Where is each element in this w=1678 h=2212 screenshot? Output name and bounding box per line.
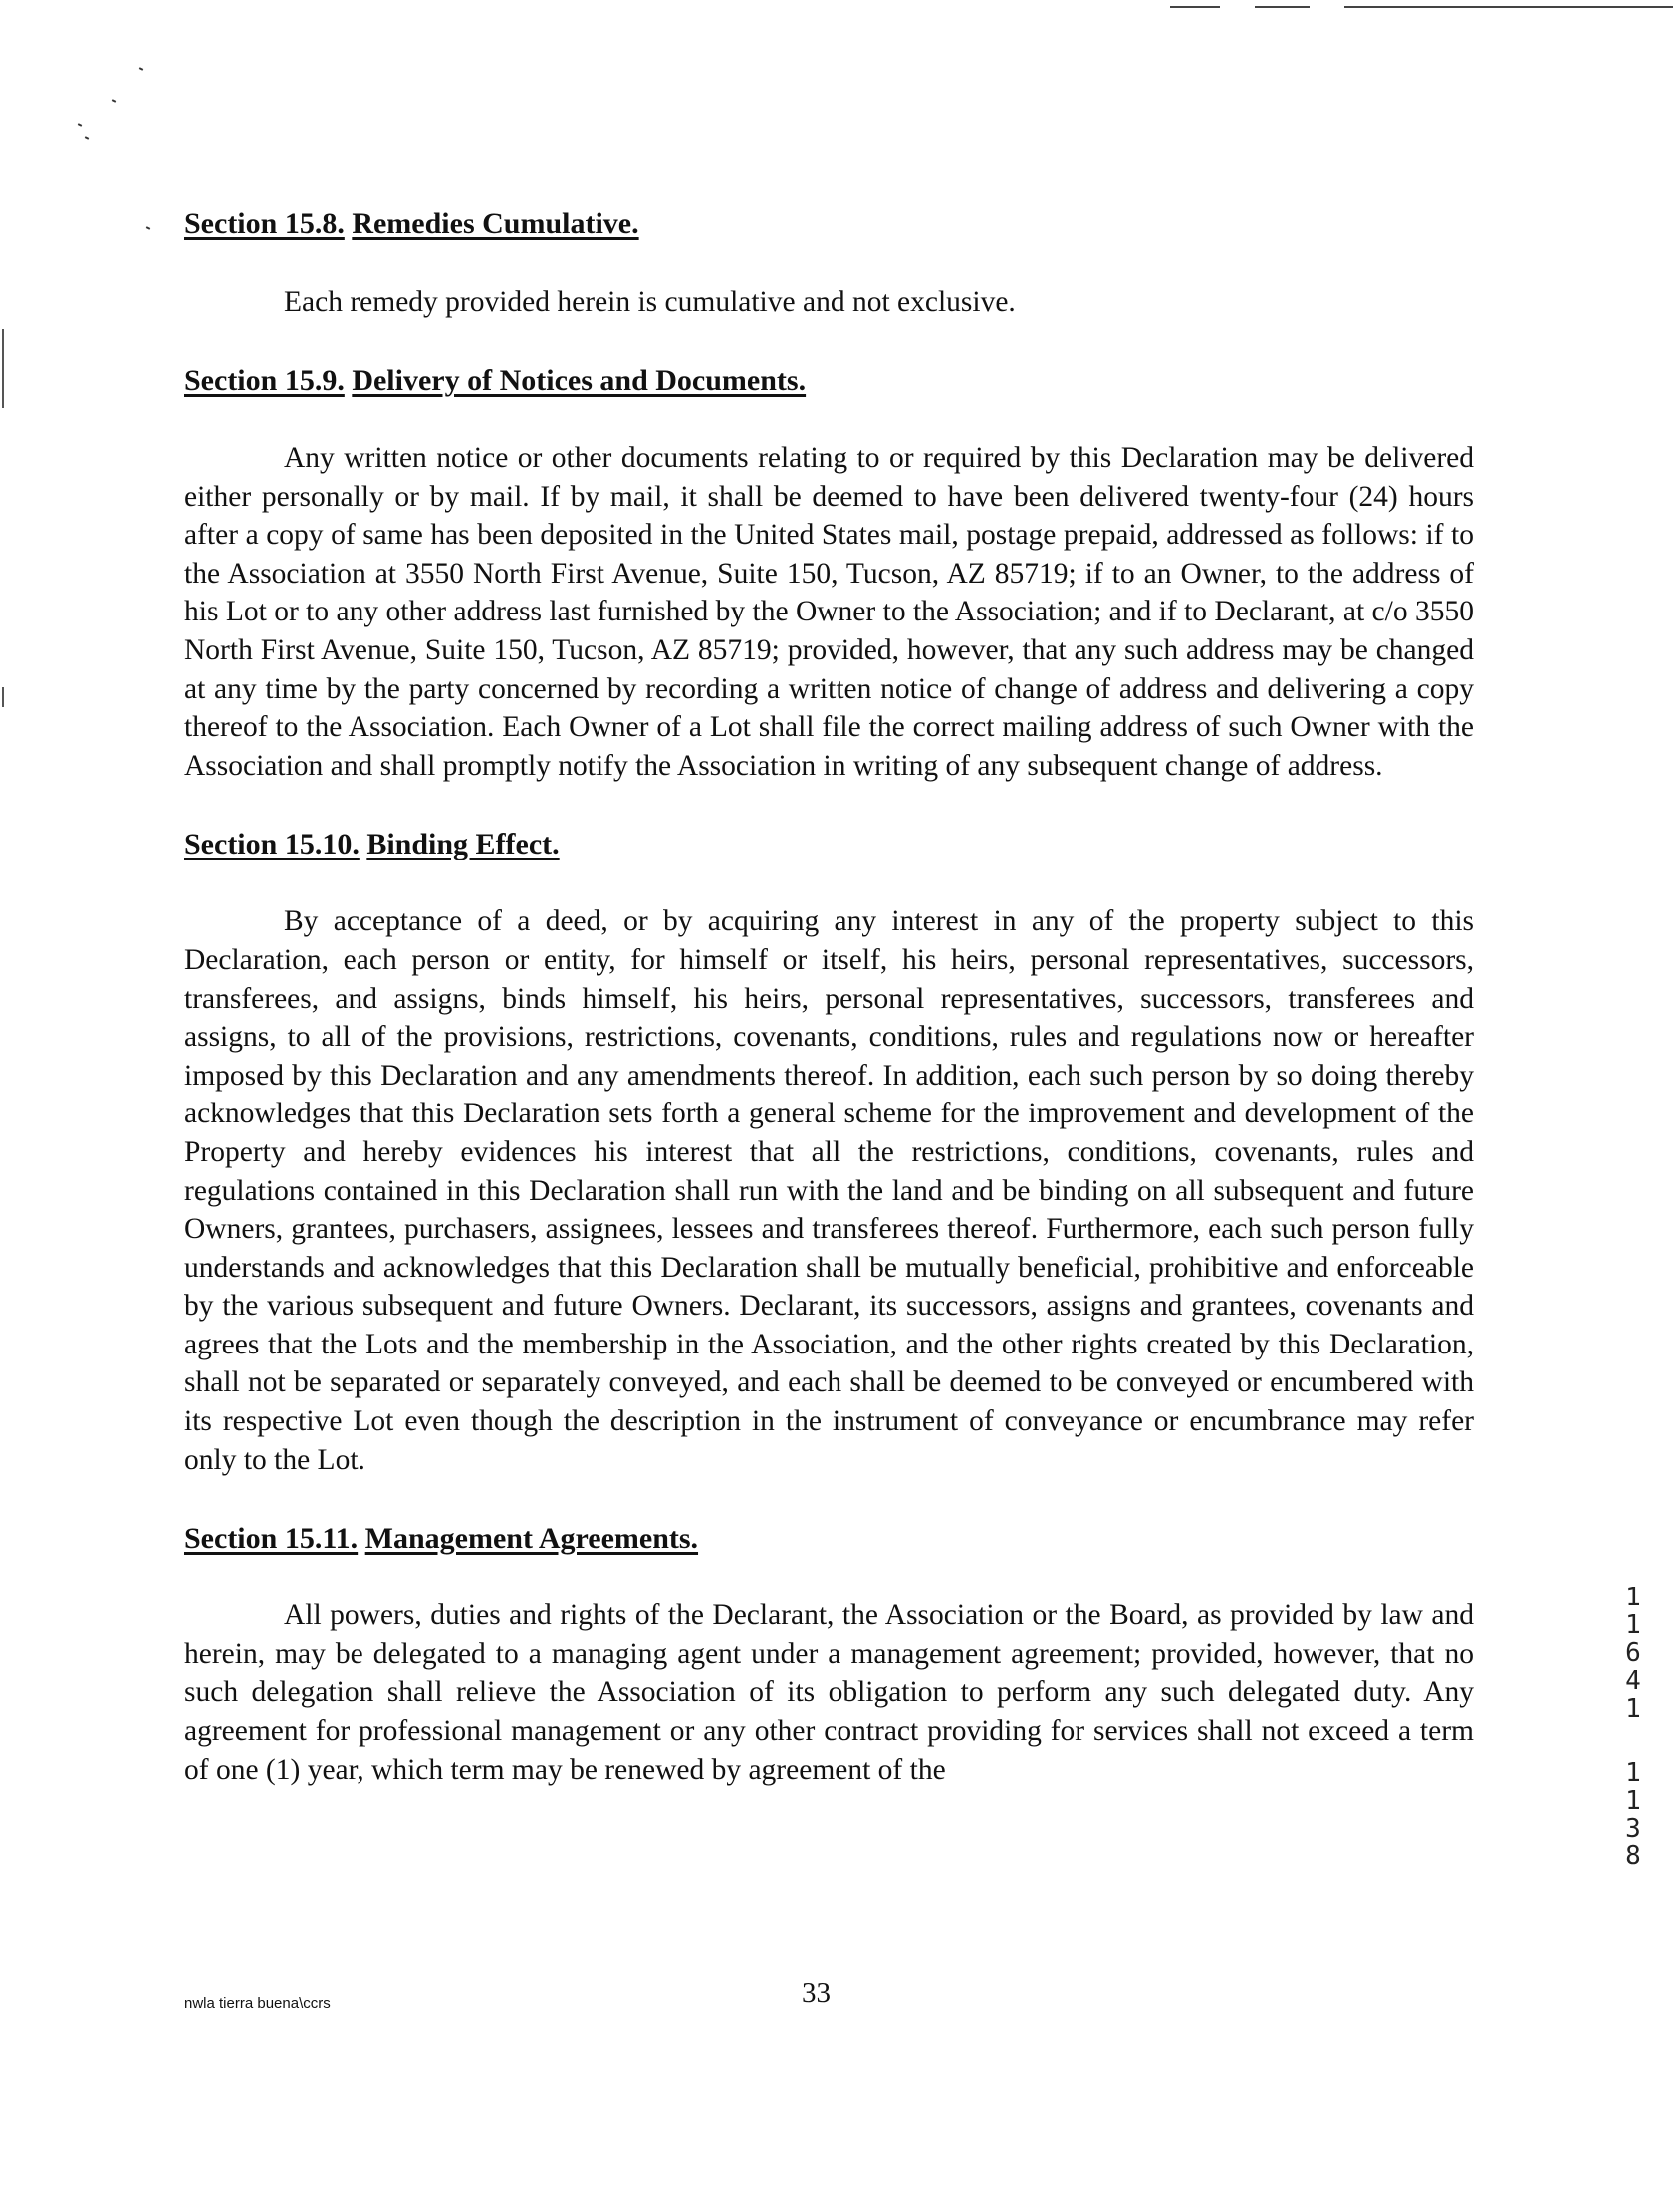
scan-edge-mark — [2, 329, 4, 408]
scan-speck — [146, 226, 150, 230]
stamp-docket-digit: 1 — [1625, 1610, 1641, 1640]
stamp-docket-digit: 4 — [1625, 1666, 1641, 1696]
scan-artifact-line — [1255, 6, 1310, 8]
section-heading — [184, 825, 1474, 864]
section-heading — [184, 1519, 1474, 1559]
stamp-page-digit: 8 — [1625, 1842, 1641, 1871]
stamp-page-digit: 1 — [1625, 1758, 1641, 1788]
section-number: Section 15.11. — [184, 1522, 359, 1556]
document-content — [184, 204, 1474, 1789]
scan-artifact-line — [1170, 6, 1220, 8]
stamp-docket-digit: 1 — [1625, 1583, 1641, 1612]
section-body: Each remedy provided herein is cumulative and not exclusive. — [284, 286, 1016, 318]
page-number: 33 — [802, 1977, 831, 2009]
scan-edge-mark — [2, 687, 4, 707]
scan-speck — [85, 136, 89, 140]
footer-file-path: nwla tierra buena\ccrs — [184, 1995, 331, 2012]
section-number: Section 15.9. — [184, 365, 345, 397]
section-number: Section 15.10. — [184, 828, 360, 861]
section-heading — [184, 362, 1474, 401]
section-heading — [184, 204, 1474, 244]
section-title: Management Agreements. — [364, 1522, 699, 1556]
section-title: Remedies Cumulative. — [352, 207, 639, 240]
stamp-page-digit: 3 — [1625, 1814, 1641, 1843]
scan-artifact-line — [1344, 6, 1673, 8]
recording-stamp — [1613, 1584, 1653, 1870]
stamp-page-digit: 1 — [1625, 1786, 1641, 1816]
section-number: Section 15.8. — [184, 207, 345, 240]
scan-speck — [78, 123, 82, 127]
stamp-docket-digit: 1 — [1625, 1694, 1641, 1724]
section-body: All powers, duties and rights of the Declarant, the Association or the Board, as provided by law and herein, may be delegated to a managing agent under a management agreement; provided, however, that no such delegation shall relieve the Association of its obligation to perform any such delegated duty. Any agreement for professional management or any other contract providing for services shall not exceed a term of one (1) year, which term may be renewed by agreement of the — [184, 1599, 1474, 1786]
scan-speck — [139, 67, 143, 71]
section-body: Any written notice or other documents relating to or required by this Declaration may be delivered either personally or by mail. If by mail, it shall be deemed to have been delivered twenty-four (24) hours after a copy of same has been deposited in the United States mail, postage prepaid, addressed as follows: if to the Association at 3550 North First Avenue, Suite 150, Tucson, AZ 85719; if to an Owner, to the address of his Lot or to any other address last furnished by the Owner to the Association; and if to Declarant, at c/o 3550 North First Avenue, Suite 150, Tucson, AZ 85719; provided, however, that any such address may be changed at any time by the party concerned by recording a written notice of change of address and delivering a copy thereof to the Association. Each Owner of a Lot shall file the correct mailing address of such Owner with the Association and shall promptly notify the Association in writing of any subsequent change of address. — [184, 442, 1474, 782]
section-body: By acceptance of a deed, or by acquiring any interest in any of the property subject to this Declaration, each person or entity, for himself or itself, his heirs, personal representatives, successors, transferees, and assigns, binds himself, his heirs, personal representatives, successors, transferees and assigns, to all of the provisions, restrictions, covenants, conditions, rules and regulations now or hereafter imposed by this Declaration and any amendments thereof. In addition, each such person by so doing thereby acknowledges that this Declaration sets forth a general scheme for the improvement and development of the Property and hereby evidences his interest that all the restrictions, conditions, covenants, rules and regulations contained in this Declaration shall run with the land and be binding on all subsequent and future Owners, grantees, purchasers, assignees, lessees and transferees thereof. Furthermore, each such person fully understands and acknowledges that this Declaration shall be mutually beneficial, prohibitive and enforceable by the various subsequent and future Owners. Declarant, its successors, assigns and grantees, covenants and agrees that the Lots and the membership in the Association, and the other rights created by this Declaration, shall not be separated or separately conveyed, and each shall be deemed to be conveyed or encumbered with its respective Lot even though the description in the instrument of conveyance or encumbrance may refer only to the Lot. — [184, 905, 1474, 1476]
section-title: Delivery of Notices and Documents. — [352, 365, 807, 397]
section-title: Binding Effect. — [366, 828, 560, 861]
scan-speck — [112, 99, 116, 103]
stamp-docket-digit: 6 — [1625, 1638, 1641, 1668]
